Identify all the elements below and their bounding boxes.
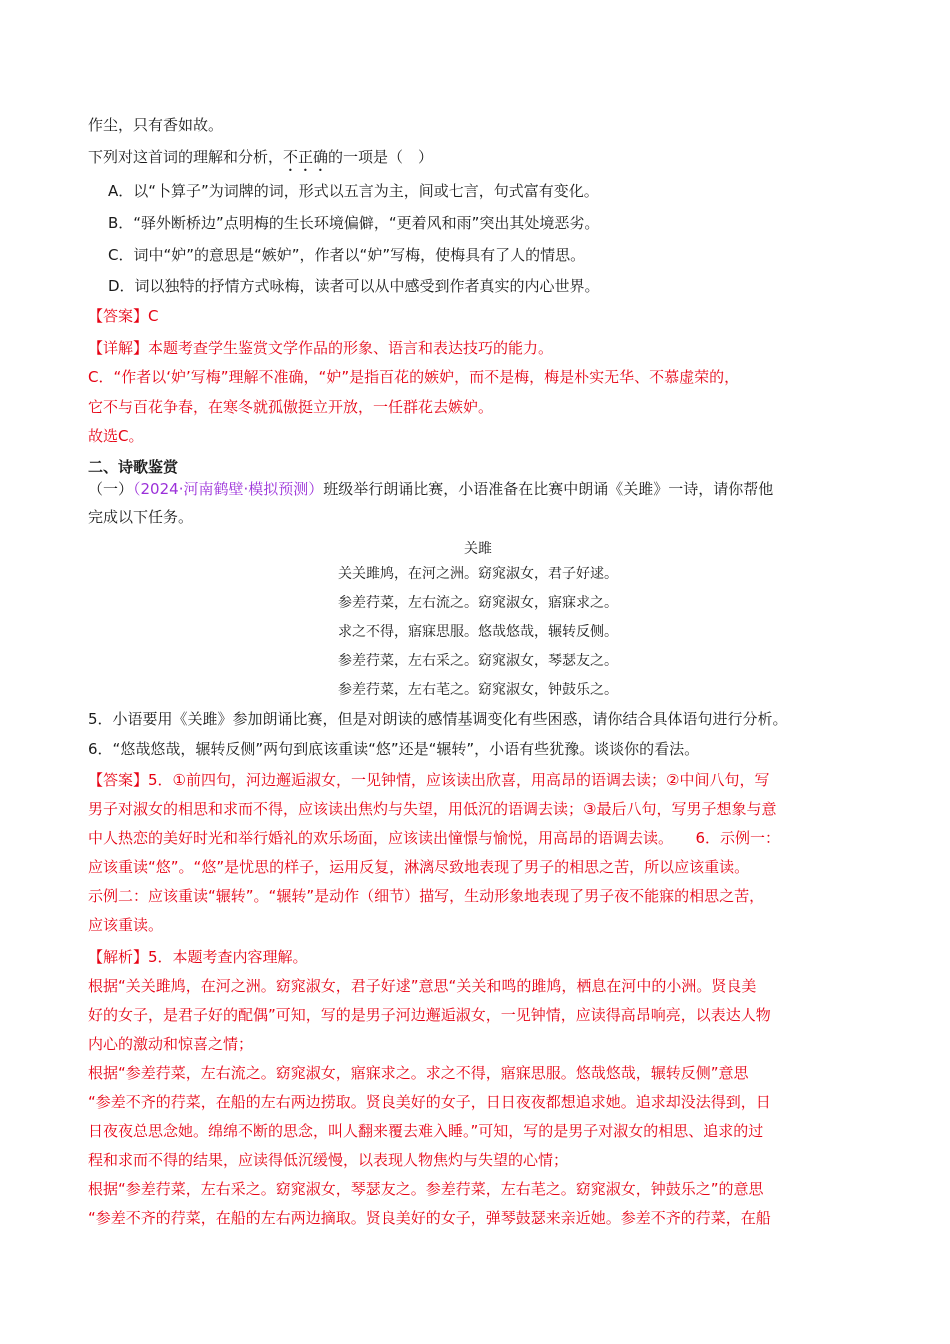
question-stem	[88, 146, 433, 175]
conclusion: 故选C。	[88, 427, 144, 445]
source-tag: （2024·河南鹤壁·模拟预测）	[133, 480, 324, 498]
analysis-line: “参差不齐的荇菜，在船的左右两边摘取。贤良美好的女子，弹琴鼓瑟来亲近她。参差不齐的荇菜，在船	[88, 1209, 771, 1227]
poem-title: 关雎	[464, 541, 492, 557]
intro-line-2: 完成以下任务。	[88, 508, 194, 526]
analysis-line: 根据“参差荇菜，左右流之。窈窕淑女，寤寐求之。求之不得，寤寐思服。悠哉悠哉，辗转反侧”意思	[88, 1064, 749, 1082]
question-5: 5．小语要用《关雎》参加朗诵比赛，但是对朗读的感情基调变化有些困惑，请你结合具体语句进行分析。	[88, 710, 788, 728]
question-stem-pre: 下列对这首词的理解和分析，	[88, 148, 284, 166]
intro-line-1: 班级举行朗诵比赛，小语准备在比赛中朗诵《关雎》一诗，请你帮他	[323, 480, 774, 498]
question-6: 6．“悠哉悠哉，辗转反侧”两句到底该重读“悠”还是“辗转”，小语有些犹豫。谈谈你的看法。	[88, 740, 700, 758]
explain-line-1: C．“作者以‘妒’写梅”理解不准确，“妒”是指百花的嫉妒，而不是梅，梅是朴实无华、不慕虚荣的，	[88, 368, 740, 386]
section-intro	[88, 478, 773, 500]
poem-line: 求之不得，寤寐思服。悠哉悠哉，辗转反侧。	[338, 624, 618, 640]
detail-text: 【详解】本题考查学生鉴赏文学作品的形象、语言和表达技巧的能力。	[88, 339, 554, 357]
option-d: D．词以独特的抒情方式咏梅，读者可以从中感受到作者真实的内心世界。	[108, 277, 600, 295]
poem-line: 参差荇菜，左右芼之。窈窕淑女，钟鼓乐之。	[338, 682, 618, 698]
analysis-line: 好的女子，是君子好的配偶”可知，写的是男子河边邂逅淑女，一见钟情，应读得高昂响亮，以表达人物	[88, 1006, 771, 1024]
explain-line-2: 它不与百花争春，在寒冬就孤傲挺立开放，一任群花去嫉妒。	[88, 398, 494, 416]
poem-body	[88, 560, 868, 705]
answer-block	[88, 766, 888, 940]
answer-line: 中人热恋的美好时光和举行婚礼的欢乐场面，应该读出憧憬与愉悦，用高昂的语调去读。 6．示例一：	[88, 829, 781, 847]
analysis-line: 内心的激动和惊喜之情；	[88, 1035, 254, 1053]
question-stem-post: 的一项是（ ）	[328, 148, 434, 166]
answer-line: 应该重读。	[88, 916, 164, 934]
answer-line: 示例二：应该重读“辗转”。“辗转”是动作（细节）描写，生动形象地表现了男子夜不能寐的相思之苦，	[88, 887, 765, 905]
question-emphasis: 不正确	[283, 148, 329, 166]
answer-label: 【答案】C	[88, 307, 159, 325]
analysis-line: 根据“参差荇菜，左右采之。窈窕淑女，琴瑟友之。参差荇菜，左右芼之。窈窕淑女，钟鼓乐之”的意思	[88, 1180, 764, 1198]
analysis-line: 根据“关关雎鸠，在河之洲。窈窕淑女，君子好逑”意思“关关和鸣的雎鸠，栖息在河中的小洲。贤良美	[88, 977, 757, 995]
analysis-line: 日夜夜总思念她。绵绵不断的思念，叫人翻来覆去难入睡。”可知，写的是男子对淑女的相思、追求的过	[88, 1122, 764, 1140]
answer-line: 男子对淑女的相思和求而不得，应该读出焦灼与失望，用低沉的语调去读；③最后八句，写男子想象与意	[88, 800, 777, 818]
option-a: A．以“卜算子”为词牌的词，形式以五言为主，间或七言，句式富有变化。	[108, 182, 599, 200]
option-c: C．词中“妒”的意思是“嫉妒”，作者以“妒”写梅，使梅具有了人的情思。	[108, 246, 586, 264]
poem-line: 关关雎鸠，在河之洲。窈窕淑女，君子好逑。	[338, 566, 618, 582]
section-heading: 二、诗歌鉴赏	[88, 458, 179, 476]
analysis-line: 【解析】5．本题考查内容理解。	[88, 948, 308, 966]
analysis-line: 程和求而不得的结果，应读得低沉缓慢，以表现人物焦灼与失望的心情；	[88, 1151, 569, 1169]
poem-line: 参差荇菜，左右流之。窈窕淑女，寤寐求之。	[338, 595, 618, 611]
analysis-block	[88, 943, 888, 1233]
poem-line: 参差荇菜，左右采之。窈窕淑女，琴瑟友之。	[338, 653, 618, 669]
answer-line: 【答案】5．①前四句，河边邂逅淑女，一见钟情，应该读出欣喜，用高昂的语调去读；②中间八句，写	[88, 771, 770, 789]
analysis-line: “参差不齐的荇菜，在船的左右两边捞取。贤良美好的女子，日日夜夜都想追求她。追求却没法得到，日	[88, 1093, 771, 1111]
option-b: B．“驿外断桥边”点明梅的生长环境偏僻，“更着风和雨”突出其处境恶劣。	[108, 214, 600, 232]
answer-line: 应该重读“悠”。“悠”是忧思的样子，运用反复，淋漓尽致地表现了男子的相思之苦，所以应该重读。	[88, 858, 750, 876]
poem-tail: 作尘，只有香如故。	[88, 116, 224, 134]
sub-prefix: （一）	[88, 480, 134, 498]
